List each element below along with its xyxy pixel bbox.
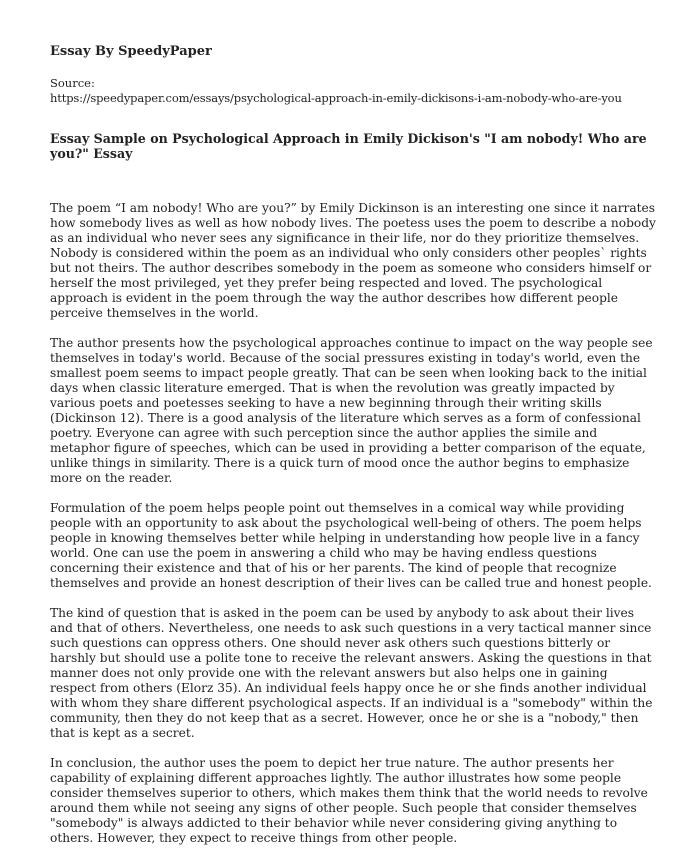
source-label: Source: [50, 76, 95, 90]
document-page [50, 44, 656, 861]
paragraph-3: Formulation of the poem helps people point out themselves in a comical way while providing people with an opportunity to ask about the psychological well-being of others. The poem helps people in knowing themselves better while helping in understanding how people live in a fancy world. One can use the poem in answering a child who may be having endless questions concerning their existence and that of his or her parents. The kind of people that recognize themselves and provide an honest description of their lives can be called true and honest people. [50, 501, 652, 590]
paragraph-1: The poem “I am nobody! Who are you?” by Emily Dickinson is an interesting one since it narrates how somebody lives as well as how nobody lives. The poetess uses the poem to describe a nobody as an individual who never sees any significance in their life, nor do they prioritize themselves. Nobody is considered within the poem as an individual who only considers other peoples` rights but not theirs. The author describes somebody in the poem as someone who considers himself or herself the most privileged, yet they prefer being respected and loved. The psychological approach is evident in the poem through the way the author describes how different people perceive themselves in the world. [50, 201, 656, 320]
document-header: Essay By SpeedyPaper [50, 44, 212, 59]
paragraph-5: In conclusion, the author uses the poem to depict her true nature. The author presents her capability of explaining different approaches lightly. The author illustrates how some people consider themselves superior to others, which makes them think that the world needs to revolve around them while not seeing any signs of other people. Such people that consider themselves "somebody" is always addicted to their behavior while never considering giving anything to others. However, they expect to receive things from other people. [50, 756, 648, 845]
source-url: https://speedypaper.com/essays/psychological-approach-in-emily-dickisons-i-am-nobody-who-are-you [50, 91, 622, 105]
essay-title: Essay Sample on Psychological Approach in Emily Dickison's "I am nobody! Who are you?" Essay [50, 131, 647, 161]
essay-body [50, 201, 656, 846]
paragraph-4: The kind of question that is asked in the poem can be used by anybody to ask about their lives and that of others. Nevertheless, one needs to ask such questions in a very tactical manner since such questions can oppress others. One should never ask others such questions bitterly or harshly but should use a polite tone to receive the relevant answers. Asking the questions in that manner does not only provide one with the relevant answers but also helps one in gaining respect from others (Elorz 35). An individual feels happy once he or she finds another individual with whom they share different psychological aspects. If an individual is a "somebody" within the community, then they do not keep that as a secret. However, once he or she is a "nobody," then that is kept as a secret. [50, 606, 653, 740]
paragraph-2: The author presents how the psychological approaches continue to impact on the way people see themselves in today's world. Because of the social pressures existing in today's world, even the smallest poem seems to impact people greatly. That can be seen when looking back to the initial days when classic literature emerged. That is when the revolution was greatly impacted by various poets and poetesses seeking to have a new beginning through their writing skills (Dickinson 12). There is a good analysis of the literature which serves as a form of confessional poetry. Everyone can agree with such perception since the author applies the simile and metaphor figure of speeches, which can be used in providing a better comparison of the equate, unlike things in similarity. There is a quick turn of mood once the author begins to emphasize more on the reader. [50, 336, 653, 485]
